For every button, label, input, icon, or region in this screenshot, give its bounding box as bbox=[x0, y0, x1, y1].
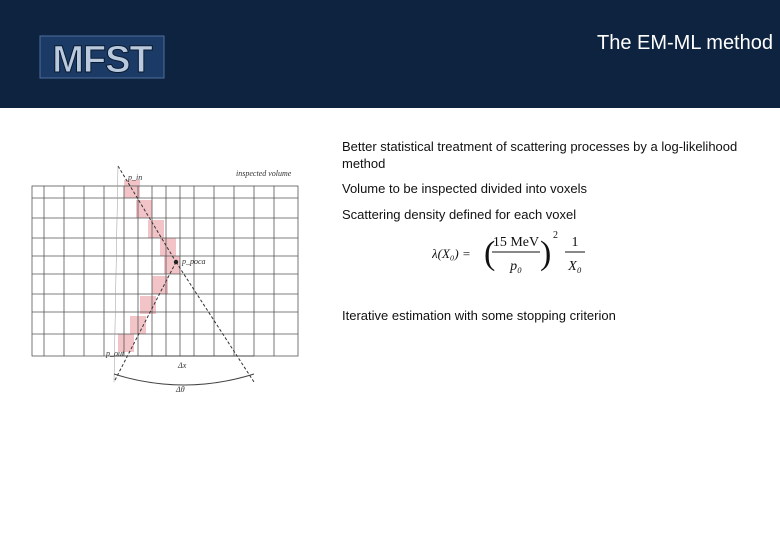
logo bbox=[38, 30, 166, 82]
label-delta-x: Δx bbox=[178, 361, 187, 370]
formula-lhs: λ(X₀) = bbox=[432, 246, 471, 261]
formula-paren-left: ( bbox=[484, 235, 496, 272]
logo-text: MFST bbox=[52, 39, 152, 81]
muon-track bbox=[114, 166, 254, 385]
formula-frac2-numerator: 1 bbox=[571, 235, 579, 250]
bullet-4: Iterative estimation with some stopping criterion bbox=[342, 308, 616, 323]
formula-exponent: 2 bbox=[553, 230, 558, 241]
scattering-diagram bbox=[18, 160, 318, 400]
highlighted-voxels bbox=[118, 180, 180, 352]
formula-frac2-denominator: X₀ bbox=[568, 259, 582, 274]
label-inspected-volume: inspected volume bbox=[236, 169, 292, 178]
formula-paren-right: ) bbox=[540, 235, 552, 272]
formula-numerator: 15 MeV bbox=[492, 235, 540, 250]
bullet-3: Scattering density defined for each voxel bbox=[342, 207, 577, 222]
bullet-2: Volume to be inspected divided into voxels bbox=[342, 181, 587, 196]
header-bar bbox=[0, 0, 780, 108]
poca-point bbox=[174, 260, 178, 264]
label-delta-theta: Δθ bbox=[176, 385, 185, 394]
label-p-in: p_in bbox=[128, 173, 143, 182]
formula-denominator: p₀ bbox=[510, 259, 522, 274]
slide-title: The EM-ML method bbox=[597, 32, 773, 54]
label-p-out: p_out bbox=[106, 349, 125, 358]
scattering-density-formula bbox=[432, 228, 592, 278]
bullet-1: Better statistical treatment of scattering processes by a log-likelihood method bbox=[342, 139, 738, 171]
label-p-poca: p_poca bbox=[182, 257, 206, 266]
